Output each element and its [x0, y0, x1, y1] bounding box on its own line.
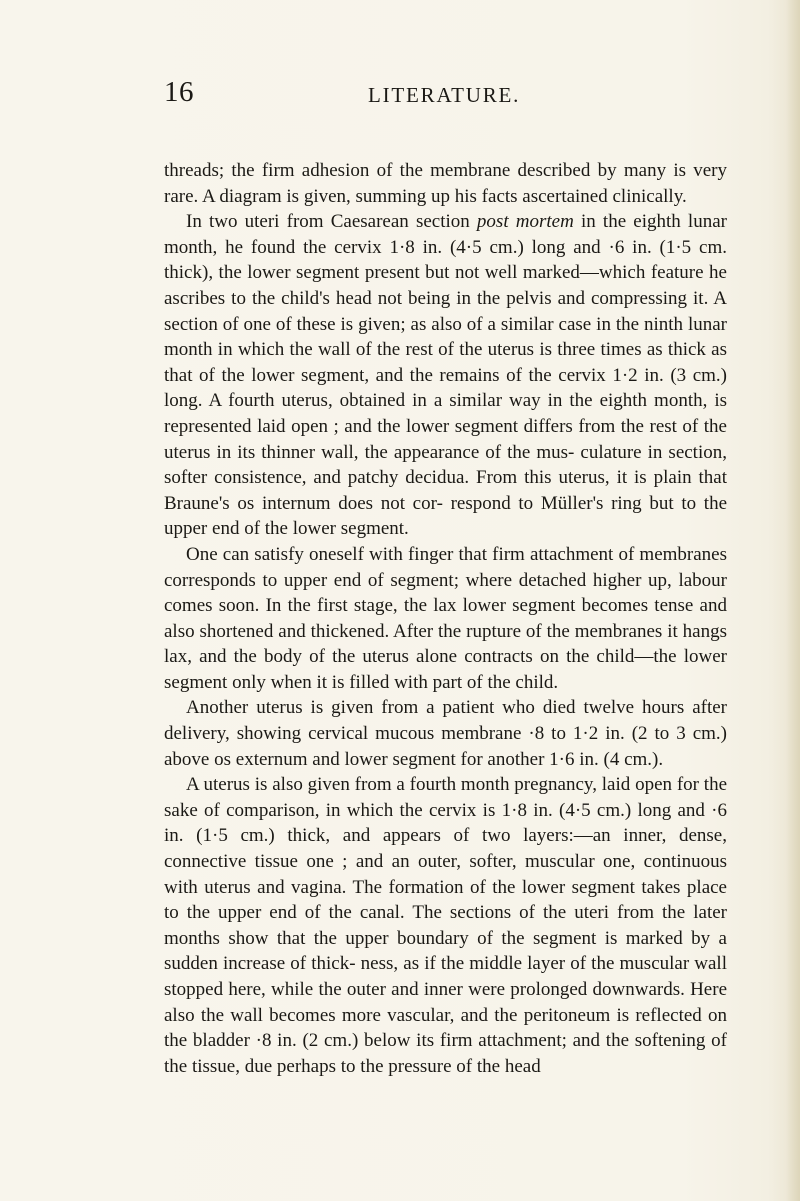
paragraph-text: A uterus is also given from a fourth month pregnancy, laid open for the sake of comparison, in which the cervix is 1·8 in. (4·5 cm.) long and ·6 in. (1·5 cm.) thick, and appears of two layers:—an inner, dense, connective tissue one ; and an outer, softer, muscular one, continuous with uterus and vagina. The formation of the lower segment takes place to the upper end of the canal. The sections of the uteri from the later months show that the upper boundary of the segment is marked by a sudden increase of thick- ness, as if the middle layer of the muscular wall stopped here, while the outer and inner were prolonged downwards. Here also the wall becomes more vascular, and the peritoneum is reflected on the bladder ·8 in. (2 cm.) below its firm attachment; and the softening of the tissue, due perhaps to the pressure of the head [164, 774, 727, 1077]
paragraph-fourth-month-uterus [164, 772, 727, 1079]
paragraph-text-end: in the eighth lunar month, he found the cervix 1·8 in. (4·5 cm.) long and ·6 in. (1·5 cm. thick), the lower segment present but not well marked—which feature he ascribes to the child's head not being in the pelvis and compressing it. A section of one of these is given; as also of a similar case in the ninth lunar month in which the wall of the rest of the uterus is three times as thick as that of the lower segment, and the remains of the cervix 1·2 in. (3 cm.) long. A fourth uterus, obtained in a similar way in the eighth month, is represented laid open ; and the lower segment differs from the rest of the uterus in its thinner wall, the appearance of the mus- culature in section, softer consistence, and patchy decidua. From this uterus, it is plain that Braune's os internum does not cor- respond to Müller's ring but to the upper end of the lower segment. [164, 211, 727, 540]
paragraph-text-start: In two uteri from Caesarean section [186, 211, 477, 233]
paragraph-text: threads; the firm adhesion of the membrane described by many is very rare. A diagram is given, summing up his facts ascertained clinically. [164, 160, 727, 207]
running-head: LITERATURE. [368, 83, 521, 107]
page-number: 16 [164, 76, 194, 108]
paragraph-postpartum-uterus [164, 695, 727, 772]
paragraph-text: One can satisfy oneself with finger that firm attachment of membranes corresponds to upper end of segment; where detached higher up, labour comes soon. In the first stage, the lax lower segment becomes tense and also shortened and thickened. After the rupture of the membranes it hangs lax, and the body of the uterus alone contracts on the child—the lower segment only when it is filled with part of the child. [164, 543, 727, 693]
body-text [164, 158, 727, 1079]
paragraph-caesarean-uteri [164, 209, 727, 542]
paragraph-text: Another uterus is given from a patient who died twelve hours after delivery, showing cervical mucous membrane ·8 to 1·2 in. (2 to 3 cm.) above os externum and lower segment for another 1·6 in. (4 cm.). [164, 697, 727, 770]
paragraph-continuation [164, 158, 727, 209]
page-edge-shadow [786, 0, 800, 1201]
paragraph-membrane-attachment [164, 542, 727, 696]
italic-term: post mortem [476, 211, 574, 233]
page-header [0, 76, 800, 116]
